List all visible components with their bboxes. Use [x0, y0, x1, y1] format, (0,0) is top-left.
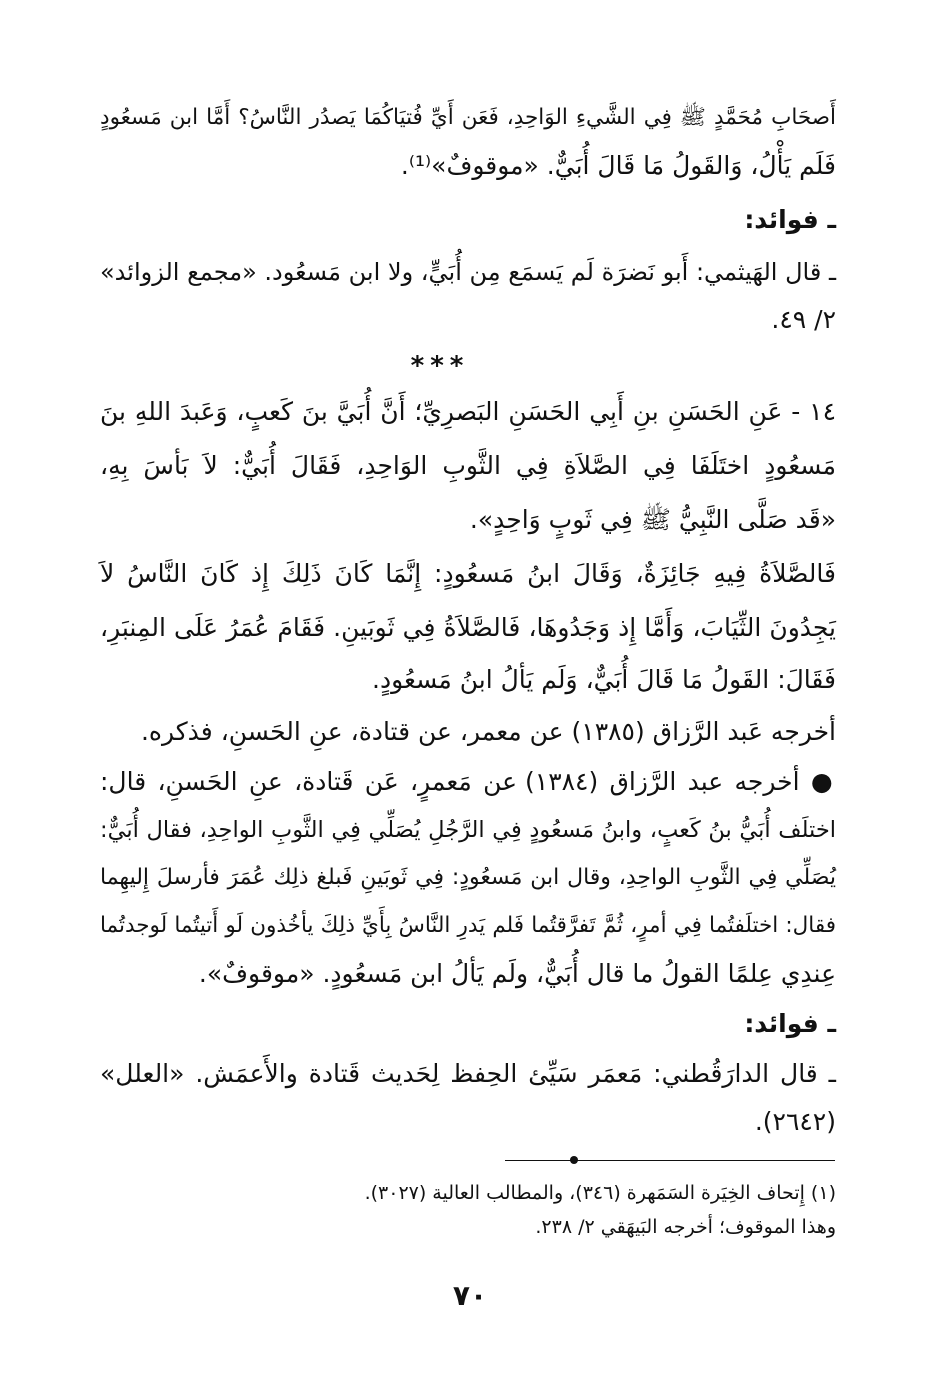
hadith-line: يَجِدُونَ الثِّيَابَ، وَأَمَّا إِذ وَجَدُوهَا، فَالصَّلاَةُ فِي ثَوبَينِ. فَقَامَ عُمَرُ عَلَى المِنبَرِ، [100, 613, 836, 642]
text-line: ـ قال الهَيثمي: أَبو نَضرَة لَم يَسمَع مِن أُبَيٍّ، ولا ابن مَسعُود. «مجمع الزوائد» [100, 258, 836, 286]
section-heading: ـ فوائد: [744, 205, 836, 234]
takhrij-line: اختلَف أُبَيُّ بنُ كَعبٍ، وابنُ مَسعُودٍ فِي الرَّجُلِ يُصَلِّي فِي الثَّوبِ الواحِدِ، فقال أُبَيٌّ: [100, 817, 836, 843]
footnote-rule [505, 1160, 835, 1161]
text-line: أَصحَابِ مُحَمَّدٍ ﷺ فِي الشَّيءِ الوَاحِدِ، فَعَن أَيِّ فُتيَاكُمَا يَصدُر النَّاسُ؟ أَمَّا ابن مَسعُودٍ [100, 105, 836, 130]
hadith-line: «قَد صَلَّى النَّبِيُّ ﷺ فِي ثَوبٍ وَاحِدٍ». [469, 505, 836, 534]
text-line: (٢٦٤٢). [754, 1107, 836, 1136]
hadith-line: مَسعُودٍ اختَلَفَا فِي الصَّلاَةِ فِي الثَّوبِ الوَاحِدِ، فَقَالَ أُبَيٌّ: لاَ بَأسَ بِهِ، [100, 451, 836, 480]
section-heading: ـ فوائد: [744, 1009, 836, 1038]
hadith-line: فَقَالَ: القَولُ مَا قَالَ أُبَيٌّ، وَلَم يَألُ ابنُ مَسعُودٍ. [372, 665, 836, 694]
footnote: وهذا الموقوف؛ أخرجه البَيهَقي ٢/ ٢٣٨. [535, 1216, 836, 1238]
text-line: فَلَم يَأْلُ، وَالقَولُ مَا قَالَ أُبَيٌّ. «موقوفٌ»⁽¹⁾. [400, 151, 836, 180]
page-number: ٧٠ [452, 1279, 488, 1312]
text-line: ٢/ ٤٩. [771, 305, 836, 334]
takhrij-line: ● أخرجه عبد الرَّزاق (١٣٨٤) عن مَعمرٍ، عَن قَتادة، عنِ الحَسنِ، قال: [100, 767, 836, 796]
text-line: ـ قال الدارَقُطني: مَعمَر سَيِّئ الحِفظ لِحَديث قَتادة والأَعمَش. «العلل» [100, 1059, 836, 1088]
takhrij-line: فقال: اختلَفتُما فِي أمرٍ، ثُمَّ تَفرَّقتُما فَلم يَدرِ النَّاسُ بِأَيِّ ذلِكَ يأخُذون لَو أَتيتُما لَوجدتُما [100, 913, 836, 938]
footnote-rule-dot [570, 1156, 578, 1164]
section-separator: *** [410, 351, 470, 381]
takhrij-line: عِندِي عِلمًا القولُ ما قال أُبَيٌّ، ولَم يَألُ ابن مَسعُودٍ. «موقوفٌ». [198, 959, 836, 988]
takhrij-line: يُصَلِّي فِي الثَّوبِ الواحِدِ، وقال ابن مَسعُودٍ: فِي ثَوبَينِ فَبلغ ذلِك عُمَرَ فأرسلَ إِليهِما [100, 865, 836, 890]
hadith-line: فَالصَّلاَةُ فِيهِ جَائِزَةٌ، وَقَالَ ابنُ مَسعُودٍ: إِنَّمَا كَانَ ذَلِكَ إِذ كَانَ النَّاسُ لاَ [100, 559, 836, 588]
takhrij-line: أخرجه عَبد الرَّزاق (١٣٨٥) عن معمر، عن قتادة، عنِ الحَسنِ، فذكره. [140, 717, 836, 746]
hadith-line: ١٤ - عَنِ الحَسَنِ بنِ أَبِي الحَسَنِ البَصرِيِّ؛ أَنَّ أُبَيَّ بنَ كَعبٍ، وَعَبدَ اللهِ بنَ [100, 397, 836, 426]
footnote: (١) إِتحاف الخِيَرة السَمَهرة (٣٤٦)، والمطالب العالية (٣٠٢٧). [364, 1182, 836, 1204]
